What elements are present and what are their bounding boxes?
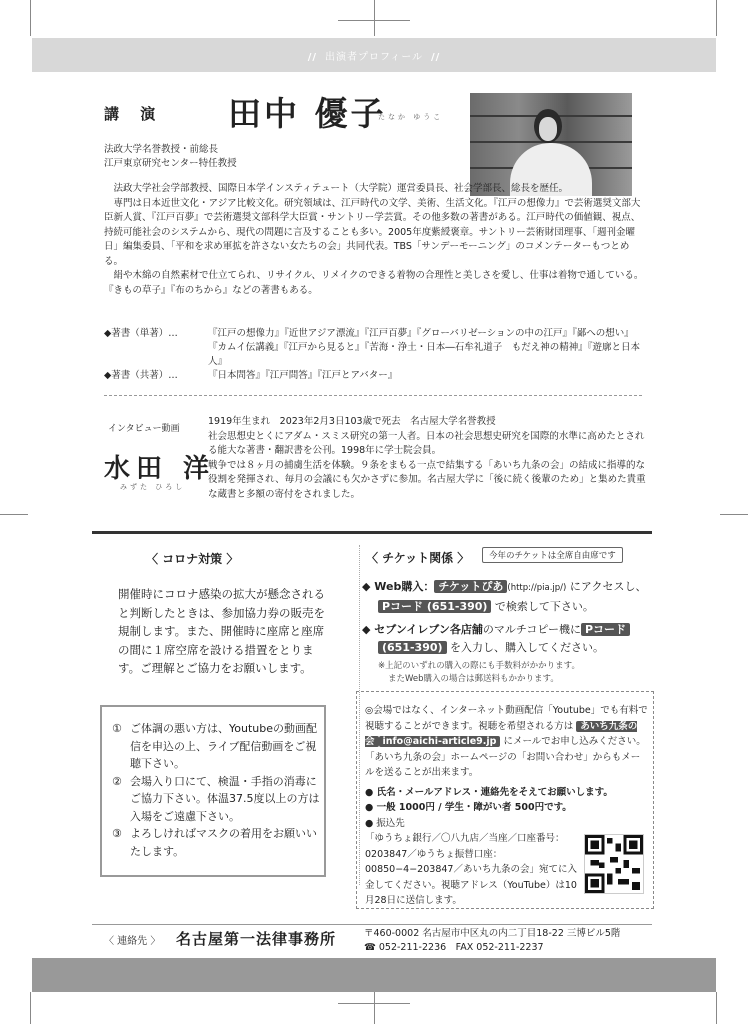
books-single: 『カムイ伝講義』『江戸から見ると』『苦海・浄土・日本―石牟礼道子 もだえ神の精神』『遊廓と日本人』 <box>208 342 641 367</box>
books-single-label: ◆著書（単著）… <box>104 328 178 339</box>
lecturer-kana: たなか ゆうこ <box>378 113 444 121</box>
interview-label: インタビュー動画 <box>108 424 180 434</box>
bullet: ● 振込先 <box>365 817 405 829</box>
footer-rule <box>92 924 652 925</box>
pcode-chip: Pコード <box>581 623 630 636</box>
crop-mark <box>720 514 748 515</box>
online-text: ◎会場ではなく、インターネット動画配信「Youtube」でも有料で視聴することができます。視聴を希望される方は あいち九条の会 info@aichi-article9.jp にメールでお申し込みください。「あいち九条の会」ホームページの「お問い合わせ」からもメールを送ることが出来ます。 ● 氏名・メールアドレス・連絡先をそえてお願いします。 ● 一般 1000円 / 学生・障がい者 500円です。 ● 振込先 「ゆうちょ銀行／〇八九店／当座／口座番号：0203847／ゆうちょ振替口座：00850−4−203847／あいち九条の会」宛てに入金してください。視聴アドレス（YouTube）は10月28日に送信します。 <box>365 703 648 909</box>
crop-mark <box>716 992 717 1024</box>
lecturer-titles <box>104 143 237 171</box>
books-joint: 『日本問答』『江戸問答』『江戸とアバター』 <box>208 370 398 381</box>
crop-mark <box>374 990 375 1024</box>
corona-item: ③ よろしければマスクの着用をお願いいたします。 <box>112 827 317 858</box>
crop-mark <box>30 0 31 36</box>
corona-list <box>112 720 322 860</box>
interview-text <box>208 415 648 502</box>
corona-paragraph: 開催時にコロナ感染の拡大が懸念されると判断したときは、参加協力券の販売を規制します。また、開催時に座席と座席の間に１席空席を設ける措置をとります。ご理解とご協力をお願いします。 <box>118 587 325 675</box>
interview-kana: みずた ひろし <box>120 483 186 491</box>
section-rule <box>92 531 652 534</box>
fee-note: またWeb購入の場合は郵送料もかかります。 <box>388 674 559 684</box>
bio-paragraph: 専門は日本近世文化・アジア比較文化。研究領域は、江戸時代の文学、美術、生活文化。『江戸の想像力』で芸術選奨文部大臣新人賞、『江戸百夢』で芸術選奨文部科学大臣賞・サントリー学芸賞。その他多数の著書がある。江戸時代の価値観、視点、持続可能社会のシステムから、現代の問題に言及することも多い。2005年度紫綬褒章。サントリー芸術財団理事、「週刊金曜日」編集委員、「平和を求め軍拡を許さない女たちの会」共同代表。TBS「サンデーモーニング」のコメンテーターもつとめる。 <box>104 197 641 267</box>
corona-item: ② 会場入り口にて、検温・手指の消毒にご協力下さい。体温37.5度以上の方は入場をご遠慮下さい。 <box>112 774 320 823</box>
books-joint-label: ◆著書（共著）… <box>104 370 178 381</box>
lecturer-title: 江戸東京研究センター特任教授 <box>104 158 237 169</box>
bullet: ● 一般 1000円 / 学生・障がい者 500円です。 <box>365 802 572 813</box>
crop-mark <box>30 992 31 1024</box>
books-single: 『江戸の想像力』『近世アジア漂流』『江戸百夢』『グローバリゼーションの中の江戸』『鄙への想い』 <box>208 328 634 339</box>
email-link[interactable]: info@aichi-article9.jp <box>379 736 501 747</box>
pcode-chip: (651-390) <box>378 641 447 654</box>
footer-bar <box>32 958 716 992</box>
ticket-body: ◆ Web購入： チケットぴあ (http://pia.jp/) にアクセスし、 Pコード (651-390) で検索して下さい。 ◆ セブンイレブン各店舗のマルチコピー機に Pコード (651-390) を入力し、購入してください。 ※上記のいずれの購入の際にも手数料がかかります。 またWeb購入の場合は郵送料もかかります。 <box>362 578 652 686</box>
books-list <box>104 327 654 383</box>
interview-line: 社会思想史とくにアダム・スミス研究の第一人者。日本の社会思想史研究を国際的水準に高めたとされる能大な著書・翻訳書を公刊。1998年に学士院会員。 <box>208 430 645 456</box>
interview-name: 水田 洋 <box>104 454 216 484</box>
qr-code[interactable] <box>584 834 644 894</box>
header-label: 出演者プロフィール <box>325 52 423 63</box>
bullet: ● 氏名・メールアドレス・連絡先をそえてお願いします。 <box>365 786 613 798</box>
lecturer-bio <box>104 182 644 298</box>
crop-mark <box>0 514 28 515</box>
corona-title: 〈 コロナ対策 〉 <box>146 552 239 566</box>
bio-paragraph: 絹や木綿の自然素材で仕立てられ、リサイクル、リメイクのできる着物の合理性と美しさを愛し、仕事は着物で通している。『きもの草子』『布のちから』などの著書もある。 <box>104 270 644 296</box>
fee-note: ※上記のいずれの購入の際にも手数料がかかります。 <box>378 661 580 671</box>
bank-info: 「ゆうちょ銀行／〇八九店／当座／口座番号：0203847／ゆうちょ振替口座：00850−4−203847／あいち九条の会」宛てに入金してください。視聴アドレス（YouTube）は10月28日に送信します。 <box>365 833 577 906</box>
lecturer-name: 田中 優子 <box>228 94 387 133</box>
contact-name: 名古屋第一法律事務所 <box>176 930 337 948</box>
contact-label: 〈 連絡先 〉 <box>104 936 161 947</box>
divider <box>104 395 642 396</box>
crop-mark <box>374 0 375 36</box>
pcode-chip: Pコード (651-390) <box>378 600 491 613</box>
ticket-note: 今年のチケットは全席自由席です <box>482 547 623 563</box>
crop-mark <box>716 0 717 36</box>
bio-paragraph: 法政大学社会学部教授、国際日本学インスティテュート（大学院）運営委員長、社会学部長、総長を歴任。 <box>113 183 568 194</box>
lecturer-title: 法政大学名誉教授・前総長 <box>104 144 219 155</box>
interview-line: 1919年生まれ 2023年2月3日103歳で死去 名古屋大学名誉教授 <box>208 416 496 427</box>
lecture-label: 講 演 <box>104 105 164 123</box>
lecturer-photo <box>470 93 632 196</box>
corona-item: ① ご体調の悪い方は、Youtubeの動画配信を申込の上、ライブ配信動画をご視聴下さい。 <box>112 722 317 770</box>
pia-link[interactable]: チケットぴあ <box>434 580 507 593</box>
ticket-title: 〈 チケット関係 〉 <box>366 551 470 565</box>
interview-line: 戦争では８ヶ月の捕虜生活を体験。９条をまもる一点で結集する「あいち九条の会」の結成に指導的な役割を発揮され、毎月の会議にも欠かさずに参加。名古屋大学に「後に続く後輩のため」と集めた貴重な蔵書と多額の寄付をされました。 <box>208 459 646 500</box>
contact-address: 〒460-0002 名古屋市中区丸の内二丁目18-22 三博ビル5階 ☎ 052-211-2236 FAX 052-211-2237 <box>364 928 621 953</box>
header-bar: // 出演者プロフィール // <box>32 38 716 72</box>
org-chip: あいち九条の会 <box>365 720 638 747</box>
